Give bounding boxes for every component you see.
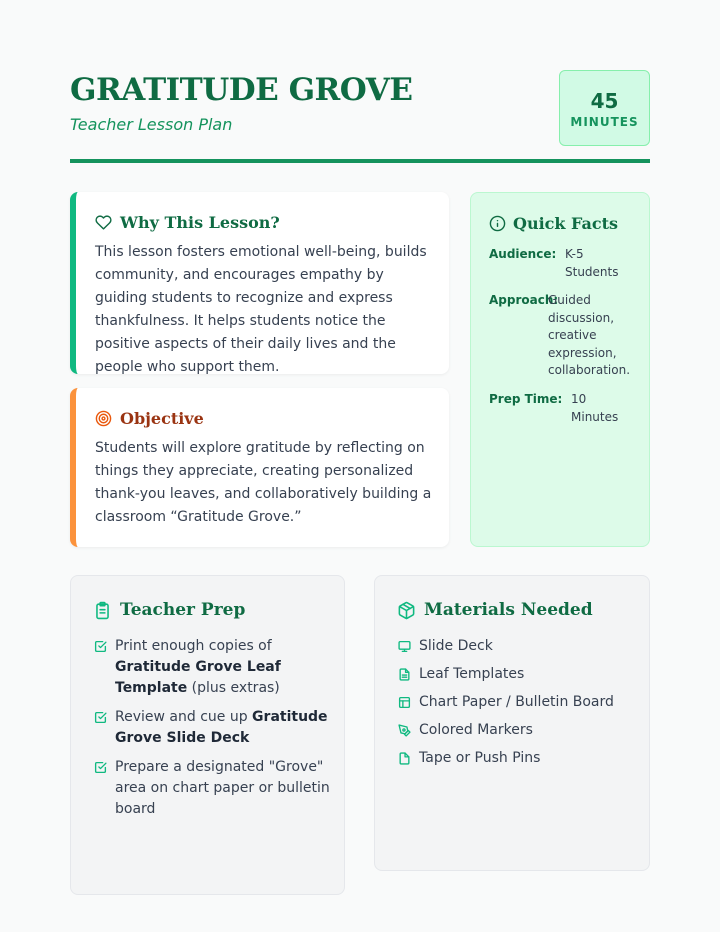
- heart-icon: [95, 214, 112, 231]
- layout-icon: [397, 692, 411, 713]
- list-item-text: Print enough copies of Gratitude Grove Leaf Template (plus extras): [115, 638, 281, 696]
- list-item-text: Colored Markers: [419, 722, 533, 738]
- check-square-icon: [93, 707, 107, 728]
- info-icon: [489, 215, 506, 232]
- fact-label: Approach:: [489, 293, 559, 307]
- why-lesson-card: [70, 192, 449, 374]
- duration-value: 45: [590, 89, 619, 113]
- why-lesson-heading: [95, 213, 280, 232]
- list-item-text: Tape or Push Pins: [419, 750, 541, 766]
- teacher-prep-heading: [93, 600, 245, 620]
- pen-tool-icon: [397, 720, 411, 741]
- duration-unit: MINUTES: [570, 115, 639, 129]
- objective-text: Students will explore gratitude by reflecting on things they appreciate, creating personalized thank-you leaves, and collaboratively building a classroom “Gratitude Grove.”: [95, 440, 432, 525]
- objective-card: [70, 388, 449, 547]
- monitor-icon: [397, 636, 411, 657]
- list-item: [93, 636, 330, 699]
- quick-facts-heading: [489, 214, 618, 233]
- fact-label: Audience:: [489, 247, 557, 261]
- teacher-prep-panel: [70, 575, 345, 895]
- materials-panel: [374, 575, 650, 871]
- why-lesson-text: This lesson fosters emotional well-being, builds community, and encourages empathy by guiding students to recognize and express thankfulness. It helps students notice the positive aspects of their daily lives and the people who support them.: [95, 244, 427, 375]
- fact-approach: [489, 292, 631, 380]
- check-square-icon: [93, 636, 107, 657]
- why-lesson-title: Why This Lesson?: [120, 213, 280, 232]
- fact-value: 10 Minutes: [571, 392, 619, 424]
- list-item-text: Chart Paper / Bulletin Board: [419, 694, 614, 710]
- list-item: [397, 636, 635, 657]
- list-item: [397, 720, 635, 741]
- materials-title: Materials Needed: [424, 600, 593, 620]
- list-item-text: Slide Deck: [419, 638, 493, 654]
- objective-heading: [95, 409, 204, 428]
- quick-facts-title: Quick Facts: [513, 214, 619, 233]
- clipboard-icon: [93, 601, 112, 620]
- box-icon: [397, 601, 416, 620]
- check-square-icon: [93, 757, 107, 778]
- objective-title: Objective: [120, 409, 204, 428]
- list-item: [93, 707, 330, 749]
- file-icon: [397, 748, 411, 769]
- fact-label: Prep Time:: [489, 392, 563, 406]
- list-item: [93, 757, 330, 820]
- materials-list: [397, 636, 635, 776]
- fact-audience: [489, 246, 621, 281]
- target-icon: [95, 410, 112, 427]
- duration-badge: [559, 70, 650, 146]
- page-subtitle: Teacher Lesson Plan: [70, 115, 233, 134]
- list-item-text: Review and cue up Gratitude Grove Slide Deck: [115, 709, 328, 746]
- header-divider: [70, 159, 650, 163]
- fact-prep-time: [489, 391, 623, 426]
- file-text-icon: [397, 664, 411, 685]
- list-item-text: Leaf Templates: [419, 666, 525, 682]
- list-item-text: Prepare a designated "Grove" area on chart paper or bulletin board: [115, 759, 330, 817]
- list-item: [397, 748, 635, 769]
- quick-facts-card: [470, 192, 650, 547]
- fact-value: K-5 Students: [565, 247, 619, 279]
- teacher-prep-title: Teacher Prep: [120, 600, 246, 620]
- fact-value: Guided discussion, creative expression, collaboration.: [548, 293, 631, 377]
- list-item: [397, 692, 635, 713]
- teacher-prep-list: [93, 636, 330, 828]
- list-item: [397, 664, 635, 685]
- page-header: [70, 70, 650, 164]
- page-title: GRATITUDE GROVE: [70, 72, 413, 108]
- materials-heading: [397, 600, 593, 620]
